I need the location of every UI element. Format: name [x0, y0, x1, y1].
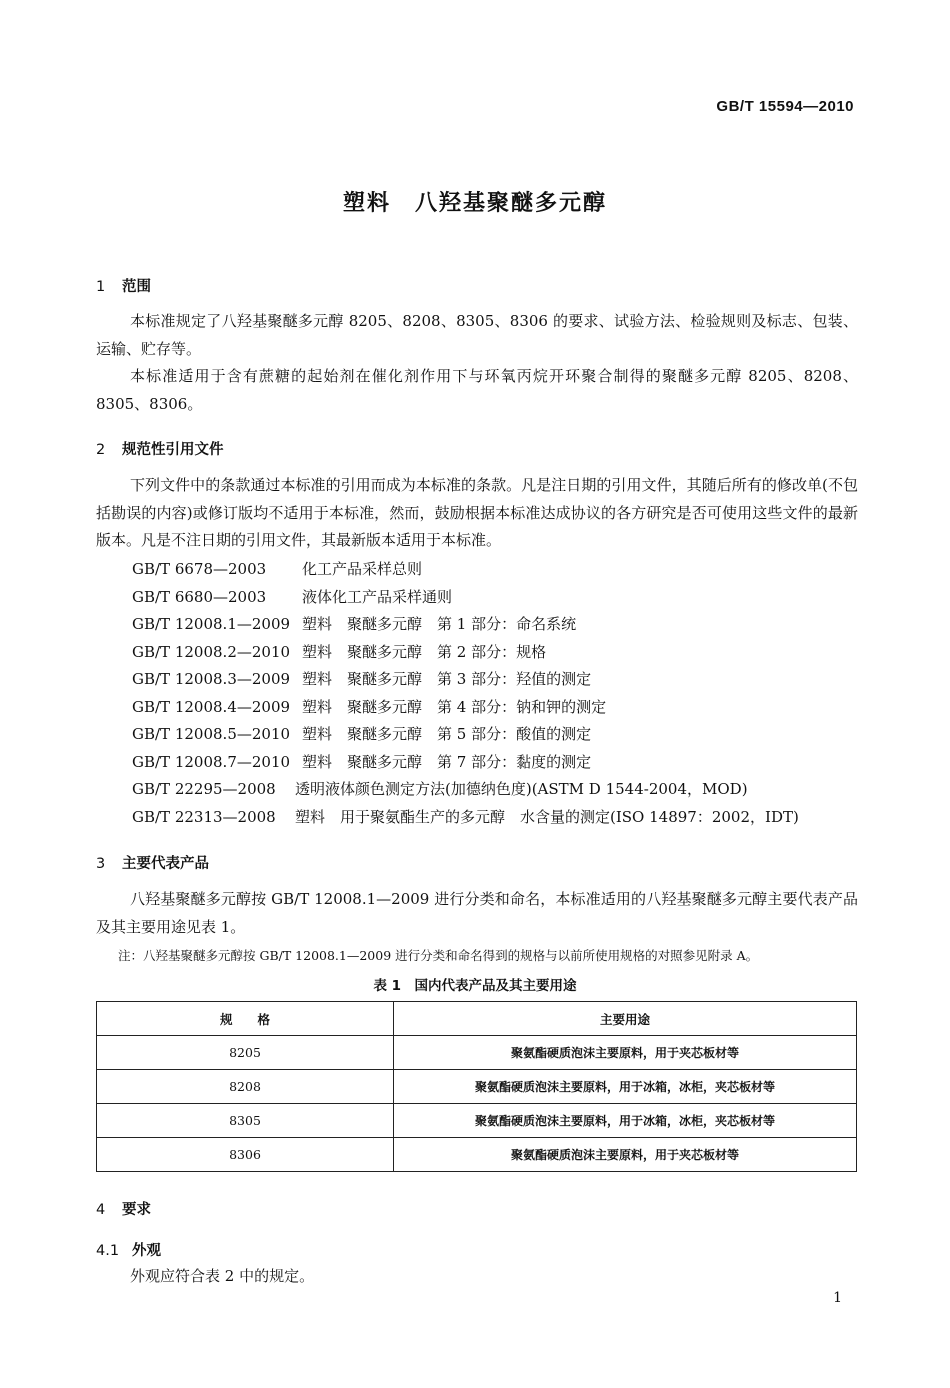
column-header-use: 主要用途: [394, 1002, 857, 1036]
section-1-paragraph-1: 本标准规定了八羟基聚醚多元醇 8205、8208、8305、8306 的要求、试验方法、检验规则及标志、包装、运输、贮存等。: [96, 312, 858, 358]
use-cell: 聚氨酯硬质泡沫主要原料，用于夹芯板材等: [394, 1138, 857, 1172]
subsection-4-1-heading: [96, 1239, 161, 1260]
reference-title: 透明液体颜色测定方法(加德纳色度)(ASTM D 1544-2004，MOD): [295, 780, 748, 798]
reference-item: [132, 776, 799, 804]
reference-title: 塑料 聚醚多元醇 第 5 部分：酸值的测定: [302, 725, 592, 743]
table-1-caption: 表 1 国内代表产品及其主要用途: [373, 978, 577, 994]
document-title: 塑料 八羟基聚醚多元醇: [342, 191, 607, 216]
reference-title: 塑料 聚醚多元醇 第 7 部分：黏度的测定: [302, 752, 592, 771]
reference-title: 塑料 聚醚多元醇 第 2 部分：规格: [302, 642, 547, 661]
section-2-paragraph: 下列文件中的条款通过本标准的引用而成为本标准的条款。凡是注日期的引用文件，其随后所有的修改单(不包括勘误的内容)或修订版均不适用于本标准，然而，鼓励根据本标准达成协议的各方研究是否可使用这些文件的最新版本。凡是不注日期的引用文件，其最新版本适用于本标准。: [96, 476, 858, 549]
reference-code: GB/T 12008.3—2009: [132, 670, 291, 688]
reference-title: 塑料 用于聚氨酯生产的多元醇 水含量的测定(ISO 14897：2002，IDT): [295, 807, 799, 826]
reference-item: [132, 749, 799, 777]
normative-references-list: [132, 556, 799, 831]
spec-cell: 8305: [97, 1104, 394, 1138]
reference-title: 液体化工产品采样通则: [302, 587, 453, 606]
section-title: 要求: [122, 1202, 151, 1218]
standard-code: GB/T 15594—2010: [716, 98, 854, 115]
reference-title: 化工产品采样总则: [302, 560, 423, 578]
reference-title: 塑料 聚醚多元醇 第 3 部分：羟值的测定: [302, 670, 592, 688]
column-header-spec: 规 格: [97, 1002, 394, 1036]
use-cell: 聚氨酯硬质泡沫主要原料，用于冰箱，冰柜，夹芯板材等: [394, 1104, 857, 1138]
section-number: 3: [96, 856, 106, 872]
section-title: 范围: [122, 279, 151, 295]
section-number: 1: [96, 279, 106, 295]
table-row: [97, 1036, 857, 1070]
subsection-4-1-paragraph: 外观应符合表 2 中的规定。: [130, 1267, 315, 1285]
section-1-paragraph-2: 本标准适用于含有蔗糖的起始剂在催化剂作用下与环氧丙烷开环聚合制得的聚醚多元醇 8205、8208、8305、8306。: [96, 367, 858, 413]
section-3-heading: [96, 852, 209, 873]
table-row: [97, 1138, 857, 1172]
spec-cell: 8205: [97, 1036, 394, 1070]
reference-code: GB/T 12008.5—2010: [132, 725, 291, 743]
page-number: 1: [833, 1290, 842, 1306]
spec-cell: 8306: [97, 1138, 394, 1172]
reference-code: GB/T 12008.4—2009: [132, 697, 291, 716]
reference-title: 塑料 聚醚多元醇 第 4 部分：钠和钾的测定: [302, 697, 607, 716]
subsection-title: 外观: [132, 1243, 161, 1259]
reference-code: GB/T 6678—2003: [132, 560, 267, 578]
section-2-heading: [96, 438, 224, 459]
use-cell: 聚氨酯硬质泡沫主要原料，用于冰箱，冰柜，夹芯板材等: [394, 1070, 857, 1104]
table-row: [97, 1070, 857, 1104]
section-1-heading: [96, 275, 151, 296]
reference-title: 塑料 聚醚多元醇 第 1 部分：命名系统: [302, 615, 577, 633]
section-number: 2: [96, 442, 106, 458]
reference-item: [132, 721, 799, 749]
reference-code: GB/T 12008.7—2010: [132, 752, 291, 771]
reference-item: [132, 666, 799, 694]
section-4-heading: [96, 1198, 151, 1219]
spec-cell: 8208: [97, 1070, 394, 1104]
reference-item: [132, 804, 799, 832]
reference-code: GB/T 12008.1—2009: [132, 615, 291, 633]
section-number: 4: [96, 1202, 106, 1218]
section-title: 规范性引用文件: [122, 442, 224, 458]
table-row: [97, 1104, 857, 1138]
reference-code: GB/T 6680—2003: [132, 587, 267, 606]
table-1: [96, 1001, 857, 1172]
reference-code: GB/T 12008.2—2010: [132, 642, 291, 661]
use-cell: 聚氨酯硬质泡沫主要原料，用于夹芯板材等: [394, 1036, 857, 1070]
reference-item: [132, 639, 799, 667]
reference-item: [132, 611, 799, 639]
table-header-row: [97, 1002, 857, 1036]
section-title: 主要代表产品: [122, 856, 209, 872]
subsection-number: 4.1: [96, 1243, 120, 1259]
reference-code: GB/T 22295—2008: [132, 780, 276, 798]
reference-code: GB/T 22313—2008: [132, 807, 276, 826]
section-3-paragraph: 八羟基聚醚多元醇按 GB/T 12008.1—2009 进行分类和命名，本标准适用的八羟基聚醚多元醇主要代表产品及其主要用途见表 1。: [96, 890, 858, 936]
table-note: 注：八羟基聚醚多元醇按 GB/T 12008.1—2009 进行分类和命名得到的规格与以前所使用规格的对照参见附录 A。: [118, 948, 759, 963]
reference-item: [132, 556, 799, 584]
reference-item: [132, 584, 799, 612]
reference-item: [132, 694, 799, 722]
